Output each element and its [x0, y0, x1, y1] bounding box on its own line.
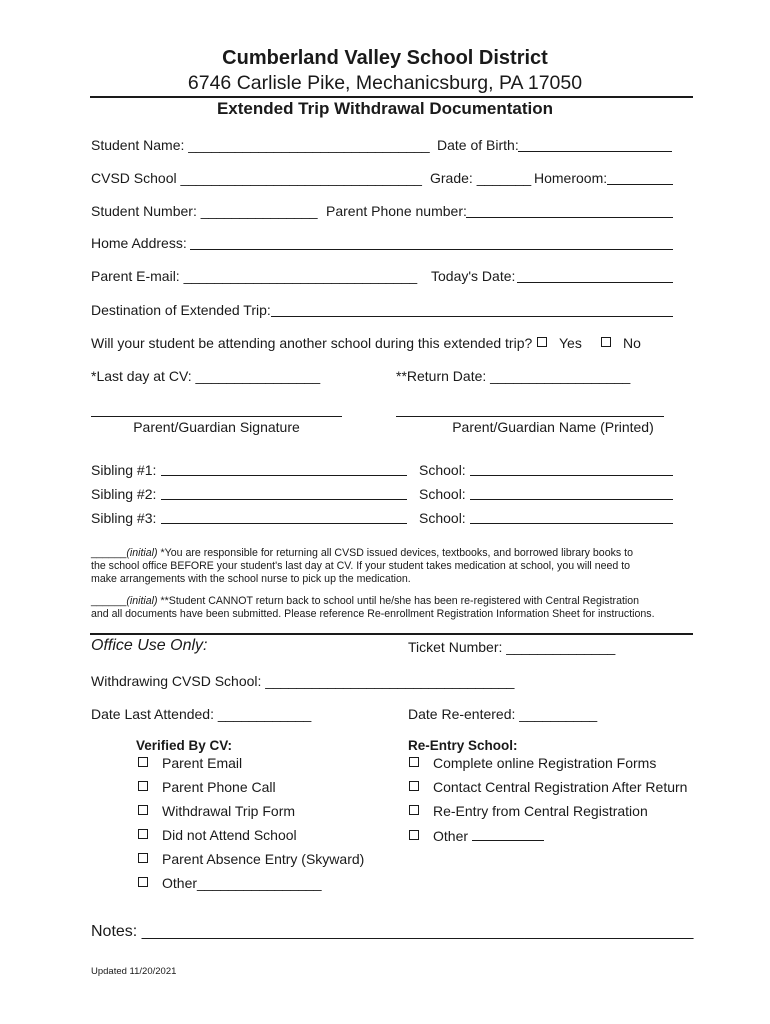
withdrawing-school-field[interactable]: Withdrawing CVSD School: ________________________________: [91, 673, 515, 689]
verified-item-withdrawal-form[interactable]: Withdrawal Trip Form: [138, 803, 295, 819]
initial-blank-2[interactable]: ______: [91, 595, 127, 607]
verified-item-did-not-attend[interactable]: Did not Attend School: [138, 827, 297, 843]
yes-label: Yes: [559, 335, 582, 351]
homeroom-line[interactable]: [607, 171, 673, 185]
destination-line[interactable]: [271, 303, 673, 317]
header-rule: [90, 96, 693, 98]
verified-title: Verified By CV:: [136, 738, 233, 753]
grade-field[interactable]: Grade: _______: [430, 170, 532, 186]
notice-2: [91, 595, 691, 621]
checkbox[interactable]: [138, 781, 148, 791]
sibling-3-label: Sibling #3:: [91, 510, 157, 526]
dob-line[interactable]: [518, 138, 672, 152]
signature-label: Parent/Guardian Signature: [133, 419, 300, 435]
reentry-item-contact-central[interactable]: Contact Central Registration After Return: [409, 779, 687, 795]
notice-1-line-2: the school office BEFORE your student's last day at CV. If your student takes medication at school, you will need to: [91, 560, 631, 572]
yes-checkbox[interactable]: [537, 337, 547, 347]
sibling-3-school-label: School:: [419, 510, 466, 526]
no-option[interactable]: [601, 335, 641, 351]
verified-item-other[interactable]: Other________________: [138, 875, 322, 891]
ticket-number-field[interactable]: Ticket Number: ______________: [408, 639, 616, 655]
cvsd-school-field[interactable]: CVSD School _______________________________: [91, 170, 422, 186]
office-rule: [90, 633, 693, 635]
todays-date-label: Today's Date:: [431, 268, 516, 284]
sibling-2-line[interactable]: [161, 486, 407, 500]
home-address-label: Home Address:: [91, 235, 187, 251]
office-use-title: Office Use Only:: [91, 637, 208, 654]
sibling-1-school-line[interactable]: [470, 462, 673, 476]
printed-name-label: Parent/Guardian Name (Printed): [452, 419, 654, 435]
no-checkbox[interactable]: [601, 337, 611, 347]
notice-1-line-1: ______(initial) *You are responsible for returning all CVSD issued devices, textbooks, and borrowed library books to: [91, 547, 633, 559]
home-address-line[interactable]: [190, 236, 673, 250]
parent-email-field[interactable]: Parent E-mail: ______________________________: [91, 268, 418, 284]
initial-tag-1: (initial): [126, 547, 158, 559]
homeroom-label: Homeroom:: [534, 170, 608, 186]
checkbox[interactable]: [409, 830, 419, 840]
sibling-2-school-label: School:: [419, 486, 466, 502]
verified-item-parent-email[interactable]: Parent Email: [138, 755, 242, 771]
sibling-2-label: Sibling #2:: [91, 486, 157, 502]
reentry-title: Re-Entry School:: [408, 738, 518, 753]
reentry-item-other[interactable]: Other: [409, 827, 544, 844]
district-address: 6746 Carlisle Pike, Mechanicsburg, PA 17050: [187, 72, 583, 94]
date-reentered-field[interactable]: Date Re-entered: __________: [408, 706, 598, 722]
checkbox[interactable]: [138, 805, 148, 815]
reentry-other-line[interactable]: [472, 827, 544, 841]
todays-date-line[interactable]: [517, 269, 673, 283]
updated-date: Updated 11/20/2021: [91, 966, 177, 977]
form-title: Extended Trip Withdrawal Documentation: [216, 99, 554, 118]
no-label: No: [623, 335, 641, 351]
reentry-item-online-forms[interactable]: Complete online Registration Forms: [409, 755, 656, 771]
parent-phone-label: Parent Phone number:: [326, 203, 467, 219]
attending-question: Will your student be attending another school during this extended trip?: [91, 335, 533, 351]
date-last-attended-field[interactable]: Date Last Attended: ____________: [91, 706, 312, 722]
dob-label: Date of Birth:: [437, 137, 519, 153]
notice-2-line-1: ______(initial) **Student CANNOT return back to school until he/she has been re-registered with Central Registration: [91, 595, 640, 607]
verified-item-absence-entry[interactable]: Parent Absence Entry (Skyward): [138, 851, 364, 867]
notice-1: [91, 547, 691, 586]
yes-option[interactable]: [537, 335, 582, 351]
checkbox[interactable]: [409, 781, 419, 791]
sibling-1-school-label: School:: [419, 462, 466, 478]
reentry-item-from-central[interactable]: Re-Entry from Central Registration: [409, 803, 648, 819]
notes-field[interactable]: Notes: ______________________________________________________________: [91, 923, 694, 940]
checkbox[interactable]: [138, 877, 148, 887]
return-date-field[interactable]: **Return Date: __________________: [396, 368, 631, 384]
checkbox[interactable]: [138, 757, 148, 767]
sibling-1-line[interactable]: [161, 462, 407, 476]
parent-phone-line[interactable]: [466, 204, 673, 218]
signature-line[interactable]: [91, 416, 342, 417]
sibling-1-label: Sibling #1:: [91, 462, 157, 478]
checkbox[interactable]: [138, 829, 148, 839]
checkbox[interactable]: [138, 853, 148, 863]
sibling-2-school-line[interactable]: [470, 486, 673, 500]
printed-name-line[interactable]: [396, 416, 664, 417]
sibling-3-line[interactable]: [161, 510, 407, 524]
verified-item-parent-phone[interactable]: Parent Phone Call: [138, 779, 276, 795]
student-name-field[interactable]: Student Name: _______________________________: [91, 137, 430, 153]
last-day-field[interactable]: *Last day at CV: ________________: [91, 368, 321, 384]
destination-label: Destination of Extended Trip:: [91, 302, 271, 318]
initial-blank-1[interactable]: ______: [91, 547, 127, 559]
checkbox[interactable]: [409, 757, 419, 767]
notice-2-line-2: and all documents have been submitted. Please reference Re-enrollment Registration Information Sheet for instructions.: [91, 608, 655, 620]
checkbox[interactable]: [409, 805, 419, 815]
notice-1-line-3: make arrangements with the school nurse to pick up the medication.: [91, 573, 411, 585]
initial-tag-2: (initial): [126, 595, 158, 607]
sibling-3-school-line[interactable]: [470, 510, 673, 524]
student-number-field[interactable]: Student Number: _______________: [91, 203, 318, 219]
district-name: Cumberland Valley School District: [222, 47, 548, 69]
